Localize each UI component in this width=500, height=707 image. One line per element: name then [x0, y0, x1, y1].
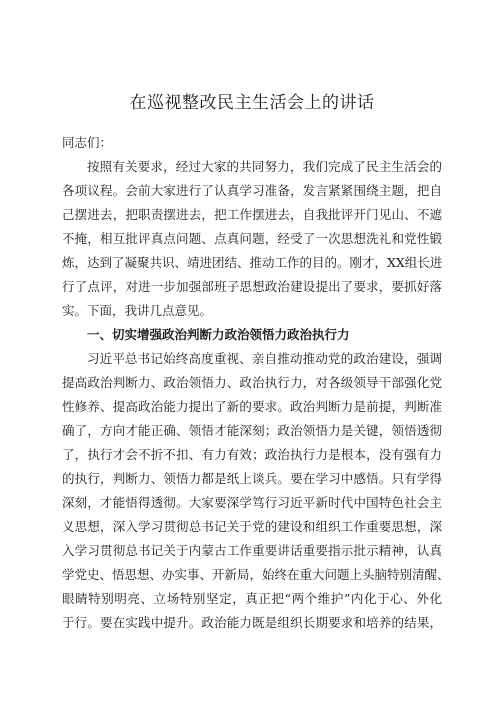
intro-line: 不掩，相互批评真点问题、点真问题，经受了一次思想洗礼和党性锻	[62, 231, 442, 246]
section-line: 深刻，才能悟得透彻。大家要深学笃行习近平新时代中国特色社会主	[62, 495, 442, 510]
section-paragraph	[62, 347, 450, 635]
intro-line: 各项议程。会前大家进行了认真学习准备，发言紧紧围绕主题，把自	[62, 183, 442, 198]
section-line: 学党史、悟思想、办实事、开新局，始终在重大问题上头脑特别清醒、	[62, 567, 450, 582]
intro-line: 按照有关要求，经过大家的共同努力，我们完成了民主生活会的	[87, 159, 442, 174]
section-line: 义思想，深入学习贯彻总书记关于党的建设和组织工作重要思想，深	[62, 519, 442, 534]
section-line: 习近平总书记始终高度重视、亲自推动推动党的政治建设，强调	[87, 351, 442, 366]
section-line: 的执行，判断力、领悟力都是纸上谈兵。要在学习中感悟。只有学得	[62, 471, 442, 486]
intro-line: 己摆进去，把职责摆进去，把工作摆进去，自我批评开门见山、不遮	[62, 207, 442, 222]
intro-line: 行了点评，对进一步加强部班子思想政治建设提出了要求，要抓好落	[62, 279, 442, 294]
section-line: 入学习贯彻总书记关于内蒙古工作重要讲话重要指示批示精神，认真	[62, 543, 442, 558]
intro-line: 炼，达到了凝聚共识、靖进团结、推动工作的目的。刚才，XX组长进	[62, 255, 443, 270]
section-line: 提高政治判断力、政治领悟力、政治执行力，对各级领导干部强化党	[62, 375, 442, 390]
intro-paragraph	[62, 155, 442, 323]
section-line: 于行。要在实践中提升。政治能力既是组织长期要求和培养的结果，	[62, 615, 442, 630]
section-line: 了，执行才会不折不扣、有力有效；政治执行力是根本，没有强有力	[62, 447, 442, 462]
intro-line: 实。下面，我讲几点意见。	[62, 303, 213, 318]
section-line: 性修养、提高政治能力提出了新的要求。政治判断力是前提，判断准	[62, 399, 442, 414]
document-page	[62, 88, 450, 635]
salutation: 同志们：	[62, 135, 113, 150]
section-heading: 一、切实增强政治判断力政治领悟力政治执行力	[87, 327, 350, 342]
section-line: 眼睛特别明亮、立场特别坚定，真正把“两个维护”内化于心、外化	[62, 591, 442, 606]
document-title: 在巡视整改民主生活会上的讲话	[129, 93, 375, 113]
section-line: 确了，方向才能正确、领悟才能深刻；政治领悟力是关键，领悟透彻	[62, 423, 442, 438]
